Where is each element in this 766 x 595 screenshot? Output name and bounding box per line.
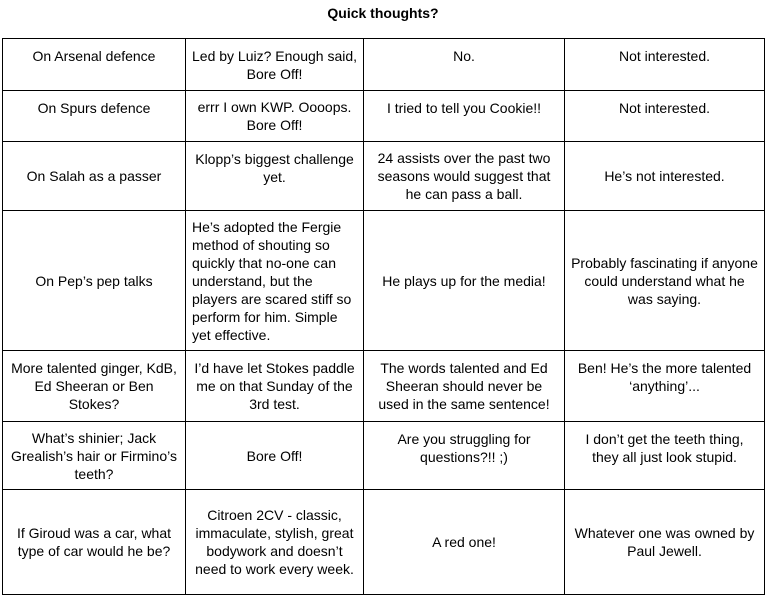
answer-cell: Whatever one was owned by Paul Jewell.: [565, 490, 765, 595]
topic-cell: If Giroud was a car, what type of car would he be?: [3, 490, 186, 595]
answer-cell: Klopp’s biggest challenge yet.: [186, 142, 364, 211]
answer-cell: I’d have let Stokes paddle me on that Sunday of the 3rd test.: [186, 351, 364, 422]
answer-cell: Bore Off!: [186, 422, 364, 490]
answer-cell: He plays up for the media!: [364, 211, 565, 351]
answer-cell: Not interested.: [565, 39, 765, 91]
answer-cell: I tried to tell you Cookie!!: [364, 91, 565, 142]
topic-cell: On Salah as a passer: [3, 142, 186, 211]
table-row: [3, 422, 765, 490]
answer-cell: Citroen 2CV - classic, immaculate, stylish, great bodywork and doesn’t need to work every week.: [186, 490, 364, 595]
table-row: [3, 490, 765, 595]
topic-cell: On Pep’s pep talks: [3, 211, 186, 351]
table-row: [3, 142, 765, 211]
topic-cell: On Spurs defence: [3, 91, 186, 142]
answer-cell: He’s not interested.: [565, 142, 765, 211]
answer-cell: I don’t get the teeth thing, they all just look stupid.: [565, 422, 765, 490]
thoughts-table: [2, 38, 765, 595]
table-row: [3, 211, 765, 351]
answer-cell: 24 assists over the past two seasons would suggest that he can pass a ball.: [364, 142, 565, 211]
table-row: [3, 39, 765, 91]
table-row: [3, 91, 765, 142]
page-title: Quick thoughts?: [327, 5, 439, 21]
answer-cell: The words talented and Ed Sheeran should never be used in the same sentence!: [364, 351, 565, 422]
answer-cell: No.: [364, 39, 565, 91]
answer-cell: Led by Luiz? Enough said, Bore Off!: [186, 39, 364, 91]
topic-cell: More talented ginger, KdB, Ed Sheeran or Ben Stokes?: [3, 351, 186, 422]
answer-cell: Ben! He’s the more talented ‘anything’...: [565, 351, 765, 422]
answer-cell: He’s adopted the Fergie method of shouting so quickly that no-one can understand, but the players are scared stiff so perform for him. Simple yet effective.: [186, 211, 364, 351]
answer-cell: errr I own KWP. Oooops. Bore Off!: [186, 91, 364, 142]
answer-cell: Not interested.: [565, 91, 765, 142]
table-row: [3, 351, 765, 422]
answer-cell: A red one!: [364, 490, 565, 595]
topic-cell: What’s shinier; Jack Grealish’s hair or Firmino’s teeth?: [3, 422, 186, 490]
answer-cell: Are you struggling for questions?!! ;): [364, 422, 565, 490]
answer-cell: Probably fascinating if anyone could understand what he was saying.: [565, 211, 765, 351]
topic-cell: On Arsenal defence: [3, 39, 186, 91]
